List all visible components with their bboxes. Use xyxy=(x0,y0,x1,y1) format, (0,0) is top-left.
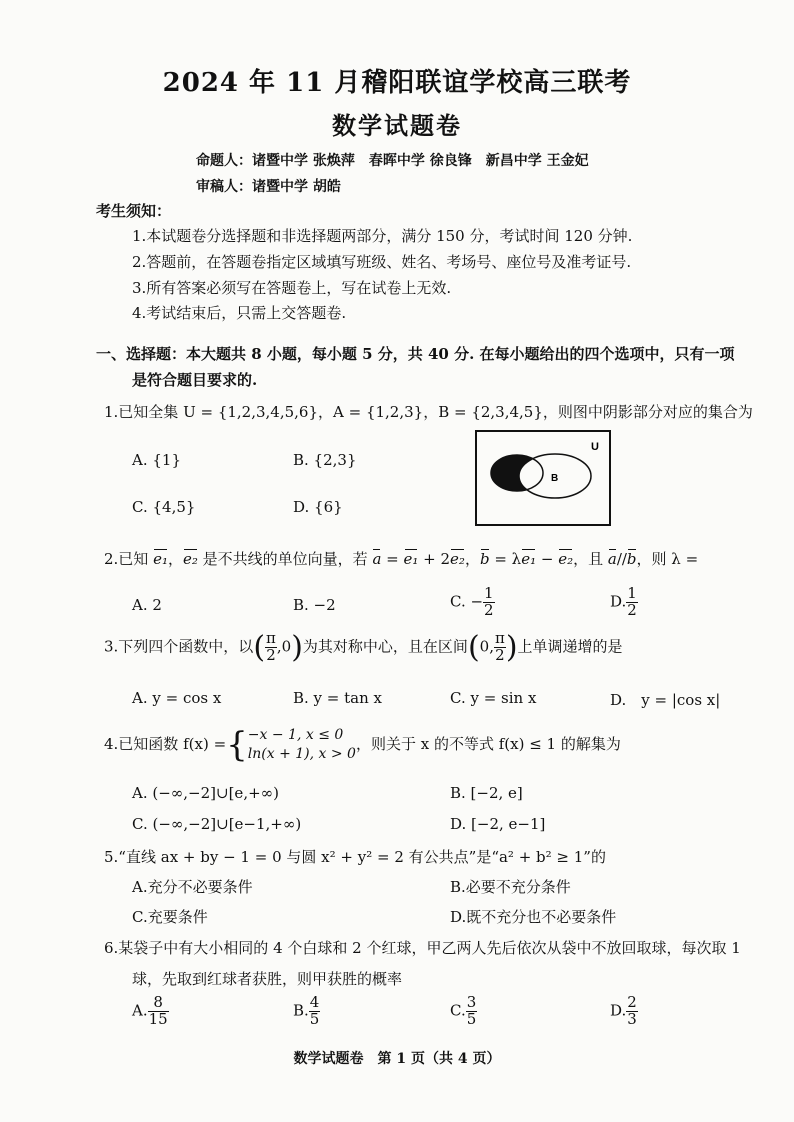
question-5-stem: 5.“直线 ax + by − 1 = 0 与圆 x² + y² = 2 有公共点”是“a² + b² ≥ 1”的 xyxy=(104,848,606,866)
q2-option-c: C. − $\frac{1}{2}$ xyxy=(450,584,494,619)
case-2: ln(x + 1), x > 0 xyxy=(247,745,356,762)
vector-a: a xyxy=(372,550,382,568)
instruction-item: 3.所有答案必须写在答题卷上，写在试卷上无效. xyxy=(132,279,452,297)
q3-option-d: D. y = |cos x| xyxy=(610,691,721,709)
instruction-item: 1.本试题卷分选择题和非选择题两部分，满分 150 分，考试时间 120 分钟. xyxy=(132,227,633,245)
instruction-item: 4.考试结束后，只需上交答题卷. xyxy=(132,304,347,322)
q5-option-c: C.充要条件 xyxy=(132,908,208,926)
q4-option-a: A. (−∞,−2]∪[e,+∞) xyxy=(132,784,279,802)
set-b-label: B xyxy=(551,473,559,484)
q6-option-d: D. $\frac{2}{3}$ xyxy=(610,993,637,1028)
q2-option-a: A. 2 xyxy=(132,596,162,614)
q1-option-d: D. {6} xyxy=(293,498,343,516)
q4-option-b: B. [−2, e] xyxy=(450,784,523,802)
q2-option-d: D. $\frac{1}{2}$ xyxy=(610,584,637,619)
q4-option-d: D. [−2, e−1] xyxy=(450,815,546,833)
universe-label: U xyxy=(591,441,599,453)
question-6-stem-cont: 球，先取到红球者获胜，则甲获胜的概率 xyxy=(132,970,403,988)
question-2-stem: 2.已知 e₁，e₂ 是不共线的单位向量，若 a = e₁ + 2e₂，b = λe₁ − e₂，且 a//b，则 λ = xyxy=(104,550,699,568)
exam-subtitle: 数学试题卷 xyxy=(332,111,462,140)
authors-line: 命题人：诸暨中学 张焕萍 春晖中学 徐良锋 新昌中学 王金妃 xyxy=(196,153,589,169)
question-3-stem: 3.下列四个函数中，以( $\frac{\pi}{2}$ ,0)为其对称中心，且在区间(0, $\frac{\pi}{2}$ )上单调递增的是 xyxy=(104,629,623,665)
question-6-stem: 6.某袋子中有大小相同的 4 个白球和 2 个红球，甲乙两人先后依次从袋中不放回取球，每次取 1 xyxy=(104,939,741,957)
section-heading: 一、选择题：本大题共 8 小题，每小题 5 分，共 40 分. 在每小题给出的四个选项中，只有一项 xyxy=(96,345,735,363)
exam-title: 2024 年 11 月稽阳联谊学校高三联考 xyxy=(162,68,632,98)
q6-option-c: C. $\frac{3}{5}$ xyxy=(450,993,477,1028)
q4-option-c: C. (−∞,−2]∪[e−1,+∞) xyxy=(132,815,302,833)
q3-option-b: B. y = tan x xyxy=(293,689,382,707)
vector-b: b xyxy=(479,550,490,568)
q6-option-b: B. $\frac{4}{5}$ xyxy=(293,993,320,1028)
q5-option-d: D.既不充分也不必要条件 xyxy=(450,908,617,926)
q3-option-a: A. y = cos x xyxy=(132,689,222,707)
section-heading-cont: 是符合题目要求的. xyxy=(132,371,258,389)
page-footer: 数学试题卷 第 1 页（共 4 页） xyxy=(293,1051,501,1067)
question-4-stem: 4.已知函数 f(x) ={ −x − 1, x ≤ 0 ln(x + 1), x > 0 ，则关于 x 的不等式 f(x) ≤ 1 的解集为 xyxy=(104,724,621,765)
q2-option-b: B. −2 xyxy=(293,596,336,614)
vector-e2: e₂ xyxy=(183,550,198,568)
question-1-stem: 1.已知全集 U = {1,2,3,4,5,6}，A = {1,2,3}，B = {2,3,4,5}，则图中阴影部分对应的集合为 xyxy=(104,403,753,421)
q1-option-c: C. {4,5} xyxy=(132,498,196,516)
q5-option-b: B.必要不充分条件 xyxy=(450,878,571,896)
q6-option-a: A. $\frac{8}{15}$ xyxy=(132,993,168,1028)
venn-diagram xyxy=(475,430,611,526)
q1-option-a: A. {1} xyxy=(132,451,181,469)
q3-option-c: C. y = sin x xyxy=(450,689,537,707)
instructions-heading: 考生须知： xyxy=(96,202,172,220)
q1-option-b: B. {2,3} xyxy=(293,451,357,469)
case-1: −x − 1, x ≤ 0 xyxy=(247,727,344,743)
vector-e1: e₁ xyxy=(153,550,168,568)
q5-option-a: A.充分不必要条件 xyxy=(132,878,253,896)
reviewer-line: 审稿人：诸暨中学 胡皓 xyxy=(196,179,341,195)
instruction-item: 2.答题前，在答题卷指定区域填写班级、姓名、考场号、座位号及准考证号. xyxy=(132,253,632,271)
